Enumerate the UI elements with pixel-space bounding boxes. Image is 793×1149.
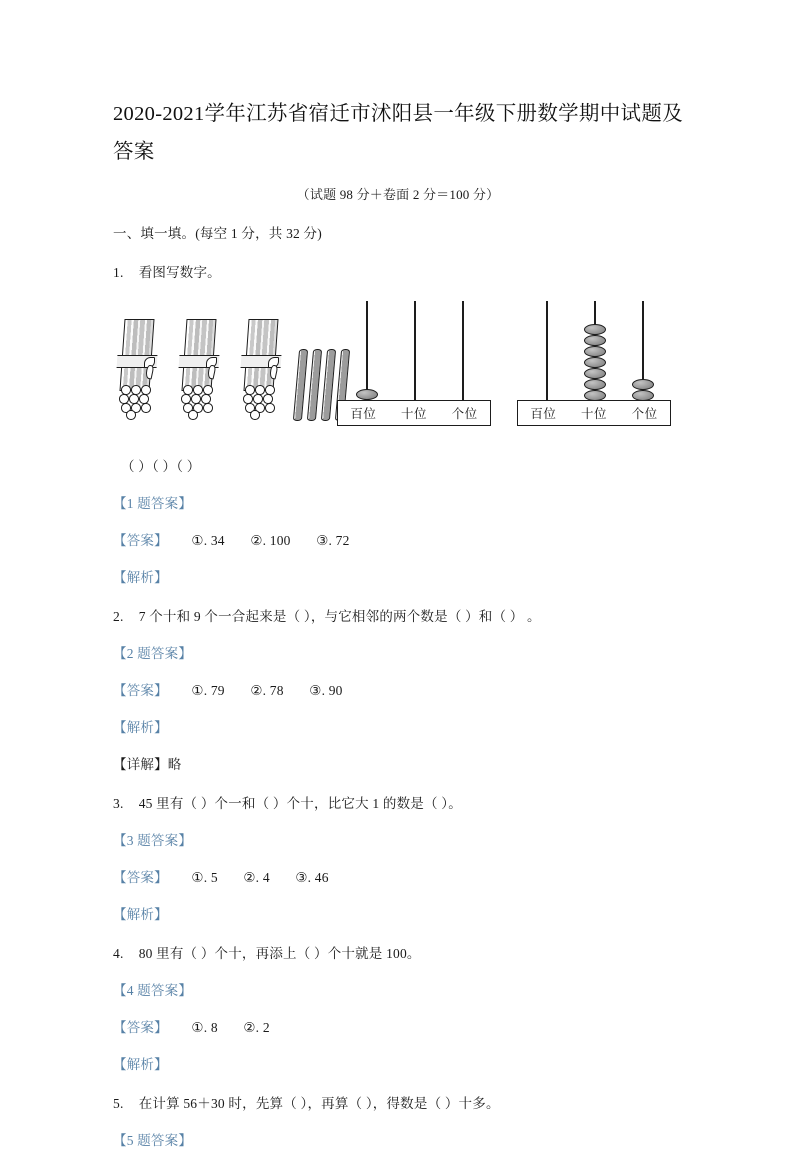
answer-values [191,683,364,698]
sticks-illustration [118,319,333,434]
question-3-answer-heading: 【3 题答案】 [113,833,193,848]
answer-item: ②. 78 [250,683,284,698]
answer-values [191,870,350,885]
question-4-answer-heading: 【4 题答案】 [113,983,193,998]
question-3-body: 45 里有（ ）个一和（ ）个十，比它大 1 的数是（ ）。 [138,796,462,811]
question-3-analysis-label: 【解析】 [113,907,168,922]
question-1-analysis-label: 【解析】 [113,570,168,585]
question-4-analysis-label: 【解析】 [113,1057,168,1072]
question-2-body: 7 个十和 9 个一合起来是（ ），与它相邻的两个数是（ ）和（ ） 。 [138,609,541,624]
abacus-base [337,400,491,426]
answer-label: 【答案】 [113,1020,168,1035]
question-4-body: 80 里有（ ）个十，再添上（ ）个十就是 100。 [138,946,421,961]
abacus-bead [584,379,606,390]
document-content [113,95,683,1149]
question-4-number: 4. [113,946,124,961]
question-5-body: 在计算 56＋30 时，先算（ ），再算（ ），得数是（ ）十多。 [138,1096,500,1111]
answer-item: ②. 100 [250,533,291,548]
question-1-blanks: （ ）（ ）（ ） [121,459,201,474]
section-heading: 一、填一填。(每空 1 分，共 32 分) [113,226,322,241]
question-5-number: 5. [113,1096,124,1111]
question-2-text [113,605,683,625]
place-label-hundreds: 百位 [350,407,377,421]
abacus-left [337,294,491,424]
question-2-number: 2. [113,609,124,624]
loose-stick [293,349,308,421]
question-2-detail: 【详解】略 [113,757,182,772]
abacus-bead [632,379,654,390]
question-1-answer-row [113,529,683,549]
answer-label: 【答案】 [113,870,168,885]
stick-bundle [180,319,218,419]
answer-item: ③. 46 [295,870,329,885]
question-3-number: 3. [113,796,124,811]
place-label-hundreds: 百位 [530,407,557,421]
abacus-rod-hundreds [546,301,548,401]
stick-bundle [242,319,280,419]
loose-stick [307,349,322,421]
answer-item: ②. 4 [243,870,270,885]
score-subtitle: （试题 98 分＋卷面 2 分＝100 分） [296,187,500,202]
question-1-figure [113,289,683,439]
bundle-bow-icon [206,357,222,377]
question-1-answer-heading: 【1 题答案】 [113,496,193,511]
bundle-bow-icon [144,357,160,377]
answer-item: ①. 5 [191,870,218,885]
answer-values [191,1020,291,1035]
bundle-stick-ends [119,385,155,419]
bundle-stick-ends [243,385,279,419]
answer-item: ③. 72 [316,533,350,548]
answer-item: ①. 8 [191,1020,218,1035]
question-2-answer-row [113,679,683,699]
question-4-answer-row [113,1016,683,1036]
question-1-number: 1. [113,265,124,280]
question-2-answer-heading: 【2 题答案】 [113,646,193,661]
bundle-bow-icon [268,357,284,377]
answer-item: ②. 2 [243,1020,270,1035]
question-5-answer-heading: 【5 题答案】 [113,1133,193,1148]
answer-item: ①. 34 [191,533,225,548]
answer-values [191,533,371,548]
answer-item: ③. 90 [309,683,343,698]
abacus-right [517,294,671,424]
abacus-rod-tens [414,301,416,401]
abacus-rod-hundreds [366,301,368,401]
question-3-answer-row [113,866,683,886]
question-1-body: 看图写数字。 [138,265,221,280]
abacus-bead [584,357,606,368]
answer-label: 【答案】 [113,683,168,698]
abacus-bead [584,324,606,335]
question-3-text [113,792,683,812]
stick-bundle [118,319,156,419]
place-label-ones: 个位 [631,407,658,421]
question-5-text [113,1092,683,1112]
question-4-text [113,942,683,962]
abacus-bead [584,368,606,379]
question-2-analysis-label: 【解析】 [113,720,168,735]
loose-stick [321,349,336,421]
page-title: 2020-2021学年江苏省宿迁市沭阳县一年级下册数学期中试题及答案 [113,103,683,163]
bundle-stick-ends [181,385,217,419]
question-1-text [113,261,683,281]
answer-item: ①. 79 [191,683,225,698]
answer-label: 【答案】 [113,533,168,548]
abacus-bead [356,389,378,400]
place-label-tens: 十位 [400,407,427,421]
place-label-ones: 个位 [451,407,478,421]
abacus-bead [584,346,606,357]
abacus-base [517,400,671,426]
abacus-bead [584,335,606,346]
place-label-tens: 十位 [580,407,607,421]
abacus-rod-ones [462,301,464,401]
